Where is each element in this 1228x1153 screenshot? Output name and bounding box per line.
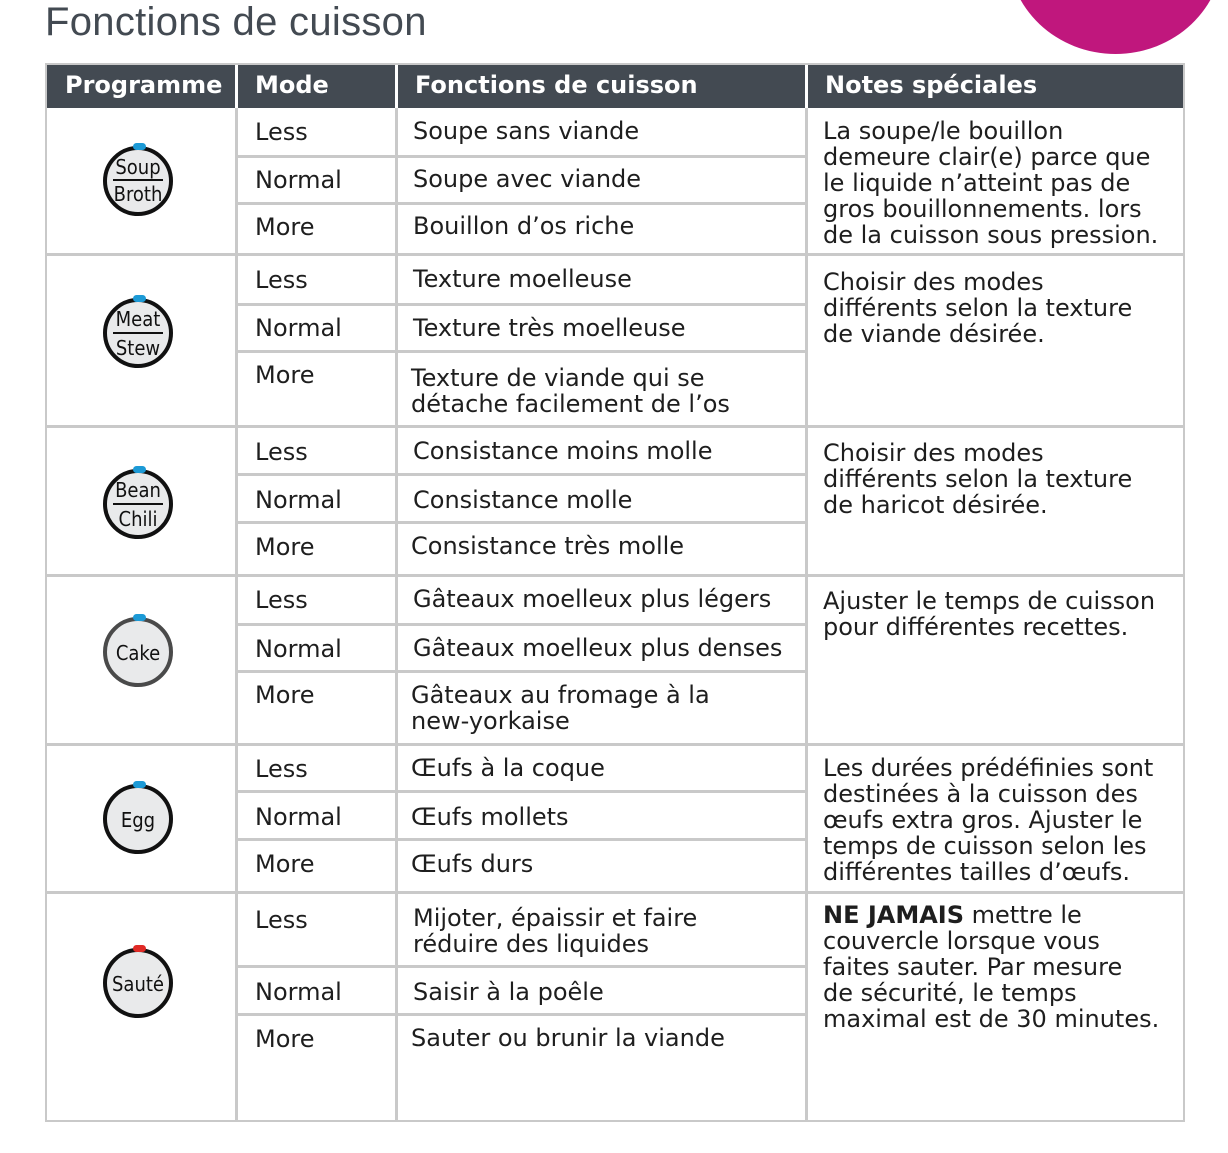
note-line [823,902,1159,928]
note-line: de viande désirée. [823,320,1045,348]
note-line: pour différentes recettes. [823,613,1129,641]
row-divider [237,965,807,968]
knob-label: Bean [115,478,161,502]
mode-label: Normal [255,978,342,1006]
knob-label: Soup [115,155,161,179]
indicator-light [133,614,146,621]
mode-label: More [255,681,315,709]
row-divider [237,350,807,353]
mode-label: Normal [255,635,342,663]
meat-stew-program-icon [103,298,173,368]
header-divider [805,65,808,108]
bean-chili-program-icon [103,469,173,539]
function-line: Mijoter, épaissir et faire [413,904,698,932]
row-divider [237,155,807,158]
mode-label: Less [255,266,308,294]
function-text: Consistance moins molle [413,437,713,465]
row-divider [237,303,807,306]
function-text: Soupe avec viande [413,165,642,193]
row-divider [237,521,807,524]
function-text [411,365,730,417]
knob-divider [113,332,163,334]
special-note [823,269,1132,347]
indicator-light [133,945,146,952]
note-line: différents selon la texture [823,294,1133,322]
knob-divider [113,503,163,505]
header-divider [235,65,238,108]
function-text: Gâteaux moelleux plus légers [413,585,772,613]
mode-label: Less [255,118,308,146]
header-notes: Notes spéciales [807,65,1183,108]
indicator-light [133,143,146,150]
function-text [413,905,697,957]
special-note [823,902,1159,1032]
note-line: temps de cuisson selon les [823,832,1147,860]
mode-label: More [255,1025,315,1053]
row-divider [237,473,807,476]
mode-label: Less [255,906,308,934]
note-line: différentes tailles d’œufs. [823,858,1131,886]
note-line: Les durées prédéfinies sont [823,754,1154,782]
note-line: Ajuster le temps de cuisson [823,587,1156,615]
function-text: Soupe sans viande [413,117,640,145]
knob-label: Stew [115,336,161,360]
note-text: mettre le [964,901,1082,929]
group-divider [47,253,1183,256]
knob-label: Egg [120,808,156,832]
function-text [411,682,710,734]
function-text: Saisir à la poêle [413,978,604,1006]
mode-label: More [255,850,315,878]
row-divider [237,790,807,793]
function-text: Œufs à la coque [411,754,605,782]
row-divider [237,202,807,205]
function-line: détache facilement de l’os [411,390,730,418]
knob-label: Broth [113,182,163,206]
egg-program-icon [103,784,173,854]
mode-label: Normal [255,803,342,831]
knob-divider [113,179,163,181]
note-line: œufs extra gros. Ajuster le [823,806,1143,834]
note-line: Choisir des modes [823,268,1044,296]
function-line: new-yorkaise [411,707,570,735]
note-line: destinées à la cuisson des [823,780,1138,808]
group-divider [47,425,1183,428]
note-line: couvercle lorsque vous [823,927,1100,955]
function-text: Texture très moelleuse [413,314,686,342]
group-divider [47,891,1183,894]
mode-label: Less [255,586,308,614]
column-divider [805,108,808,1122]
indicator-light [133,295,146,302]
brand-decoration [1008,0,1223,54]
knob-label: Cake [115,641,161,665]
row-divider [237,838,807,841]
knob-label: Meat [115,307,161,331]
header-fonctions: Fonctions de cuisson [397,65,807,108]
note-line: demeure clair(e) parce que [823,143,1151,171]
function-text: Consistance molle [413,486,633,514]
mode-label: Less [255,438,308,466]
note-line: faites sauter. Par mesure [823,953,1123,981]
function-text: Sauter ou brunir la viande [411,1024,725,1052]
function-text: Texture moelleuse [413,265,632,293]
note-line: maximal est de 30 minutes. [823,1005,1160,1033]
special-note [823,588,1155,640]
mode-label: Normal [255,486,342,514]
note-line: Choisir des modes [823,439,1044,467]
special-note [823,118,1158,248]
note-line: gros bouillonnements. lors [823,195,1142,223]
row-divider [237,623,807,626]
note-line: de la cuisson sous pression. [823,221,1159,249]
indicator-light [133,466,146,473]
indicator-light [133,781,146,788]
note-line: le liquide n’atteint pas de [823,169,1131,197]
mode-label: Less [255,755,308,783]
special-note [823,440,1132,518]
note-line: de haricot désirée. [823,491,1048,519]
mode-label: Normal [255,314,342,342]
function-text: Œufs durs [411,850,534,878]
note-line: La soupe/le bouillon [823,117,1064,145]
soup-broth-program-icon [103,146,173,216]
function-text: Consistance très molle [411,532,685,560]
function-text: Gâteaux moelleux plus denses [413,634,783,662]
warning-emphasis: NE JAMAIS [823,901,965,929]
note-line: différents selon la texture [823,465,1133,493]
row-divider [237,670,807,673]
cake-program-icon [103,617,173,687]
cooking-functions-table [45,63,1185,1122]
function-line: Gâteaux au fromage à la [411,681,710,709]
saute-program-icon [103,948,173,1018]
header-mode: Mode [237,65,397,108]
note-line: de sécurité, le temps [823,979,1077,1007]
header-divider [395,65,398,108]
mode-label: More [255,533,315,561]
mode-label: Normal [255,166,342,194]
special-note [823,755,1153,885]
column-divider [235,108,238,1122]
group-divider [47,743,1183,746]
function-line: Texture de viande qui se [411,364,705,392]
column-divider [395,108,398,1122]
group-divider [47,574,1183,577]
header-programme: Programme [47,65,237,108]
function-text: Œufs mollets [411,803,569,831]
knob-label: Sauté [112,972,164,996]
page-title: Fonctions de cuisson [45,0,427,44]
function-line: réduire des liquides [413,930,650,958]
row-divider [237,1013,807,1016]
mode-label: More [255,213,315,241]
knob-label: Chili [118,507,158,531]
mode-label: More [255,361,315,389]
function-text: Bouillon d’os riche [413,212,635,240]
